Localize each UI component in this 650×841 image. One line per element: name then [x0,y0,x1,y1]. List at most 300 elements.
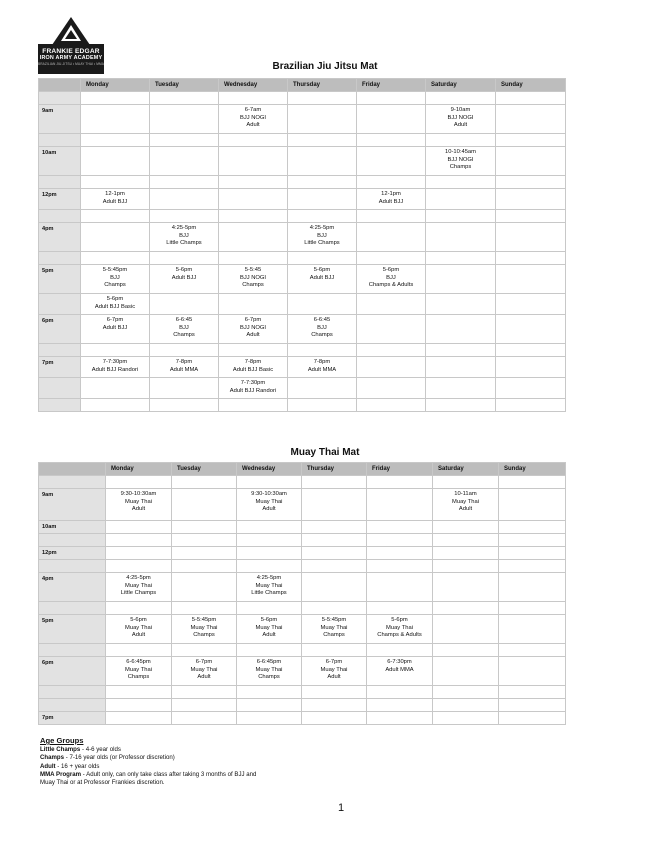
class-line: Adult MMA [307,366,337,373]
empty-slot [496,294,566,315]
class-line: Little Champs [120,590,157,597]
empty-slot [172,686,237,699]
empty-slot [172,699,237,712]
empty-slot [172,547,237,560]
class-line: 6-6:45 [175,317,193,323]
day-header: Monday [81,79,150,92]
empty-slot [288,399,357,412]
empty-slot [496,344,566,357]
empty-slot [302,547,367,560]
empty-slot [357,176,426,189]
class-entry [81,315,150,344]
class-line: Adult [453,122,468,129]
class-line: 7-8pm [175,359,193,365]
empty-slot [426,252,496,265]
empty-slot [426,378,496,399]
class-entry [367,615,433,644]
class-line: 5-5:45 [244,267,262,273]
class-line: 7-7:30pm [240,380,266,386]
time-label: 9am [39,489,106,521]
empty-slot [496,265,566,294]
muay-thai-schedule-table [38,462,566,725]
empty-slot [499,657,566,686]
empty-slot [150,210,219,223]
empty-slot [172,476,237,489]
class-line: BJJ NOGI [239,274,267,281]
empty-slot [150,189,219,210]
empty-slot [288,147,357,176]
class-entry [106,615,172,644]
empty-slot [150,92,219,105]
empty-slot [426,92,496,105]
time-label [39,399,81,412]
empty-slot [150,294,219,315]
day-header: Sunday [499,463,566,476]
empty-slot [150,252,219,265]
empty-slot [357,92,426,105]
class-line: 4:25-5pm [309,225,335,231]
class-line: 6-7pm [106,317,124,323]
empty-slot [172,712,237,725]
empty-slot [357,344,426,357]
class-line: Adult [246,122,260,129]
class-entry [426,147,496,176]
empty-slot [499,560,566,573]
empty-slot [499,521,566,534]
time-label [39,294,81,315]
class-entry [106,489,172,521]
empty-slot [357,252,426,265]
empty-slot [433,560,499,573]
logo-emblem-icon [51,16,91,46]
class-line: Muay Thai [320,666,348,673]
empty-slot [426,399,496,412]
empty-slot [150,105,219,134]
empty-slot [367,573,433,602]
class-line: Adult BJJ Basic [94,303,136,310]
empty-slot [288,344,357,357]
day-header: Saturday [426,79,496,92]
empty-slot [237,644,302,657]
class-line: Muay Thai [190,666,218,673]
class-line: Adult [262,632,276,639]
empty-slot [433,534,499,547]
time-label [39,560,106,573]
empty-slot [367,521,433,534]
time-label [39,344,81,357]
time-label: 12pm [39,547,106,560]
class-line: Muay Thai [320,624,348,631]
class-line: 12-1pm [381,191,401,197]
class-line: 4:25-5pm [256,575,282,581]
class-line: Muay Thai [125,666,152,673]
logo-name: FRANKIE EDGAR [42,48,100,55]
class-line: 5-6pm [130,617,147,623]
class-entry [81,265,150,294]
class-line: Champs & Adults [377,632,422,639]
empty-slot [499,489,566,521]
class-line: 9:30-10:30am [120,491,157,497]
empty-slot [357,223,426,252]
empty-slot [172,644,237,657]
class-entry [106,657,172,686]
empty-slot [499,699,566,712]
empty-slot [357,357,426,378]
page-number: 1 [338,802,345,814]
class-line: 7-8pm [244,359,262,365]
class-entry [219,357,288,378]
empty-slot [367,560,433,573]
class-line: Muay Thai [125,624,152,631]
time-label: 4pm [39,223,81,252]
time-label [39,176,81,189]
empty-slot [302,712,367,725]
time-label: 10am [39,147,81,176]
empty-slot [288,134,357,147]
empty-slot [106,560,172,573]
day-header: Thursday [288,79,357,92]
class-entry [219,315,288,344]
empty-slot [172,560,237,573]
class-line: 6-6:45pm [256,659,282,665]
empty-slot [496,176,566,189]
empty-slot [81,399,150,412]
class-line: Adult [458,506,473,513]
empty-slot [288,176,357,189]
class-line: Adult [131,506,146,513]
header-corner [39,463,106,476]
class-line: Champs [449,164,472,171]
class-entry [172,615,237,644]
empty-slot [219,223,288,252]
class-line: Muay Thai [452,498,479,505]
empty-slot [106,521,172,534]
class-line: Muay Thai [125,582,152,589]
empty-slot [367,602,433,615]
empty-slot [150,147,219,176]
class-line: 4:25-5pm [171,225,197,231]
class-entry [302,657,367,686]
time-label: 10am [39,521,106,534]
empty-slot [302,476,367,489]
empty-slot [357,105,426,134]
class-line: BJJ [317,324,327,331]
class-line: 12-1pm [105,191,125,197]
empty-slot [426,134,496,147]
class-entry [150,265,219,294]
empty-slot [302,573,367,602]
class-line: Muay Thai [255,624,283,631]
empty-slot [172,534,237,547]
class-entry [237,657,302,686]
class-line: BJJ [179,324,189,331]
class-line: 7-7:30pm [102,359,128,365]
time-label [39,252,81,265]
empty-slot [357,134,426,147]
empty-slot [219,134,288,147]
class-line: Champs [193,632,215,639]
empty-slot [81,252,150,265]
empty-slot [433,657,499,686]
class-line: BJJ [317,232,327,239]
time-label: 5pm [39,265,81,294]
empty-slot [288,189,357,210]
class-line: 6-7pm [195,659,213,665]
empty-slot [496,189,566,210]
empty-slot [433,699,499,712]
class-entry [237,615,302,644]
empty-slot [150,378,219,399]
time-label: 9am [39,105,81,134]
empty-slot [106,699,172,712]
empty-slot [302,489,367,521]
class-entry [367,657,433,686]
empty-slot [81,378,150,399]
empty-slot [496,378,566,399]
empty-slot [426,294,496,315]
empty-slot [288,105,357,134]
legend-item: Champs - 7-16 year olds (or Professor discretion) [40,754,175,762]
time-label [39,644,106,657]
class-line: Adult BJJ [309,274,335,281]
class-line: BJJ NOGI [447,156,474,163]
empty-slot [433,686,499,699]
empty-slot [237,521,302,534]
class-entry [237,573,302,602]
empty-slot [496,134,566,147]
empty-slot [367,547,433,560]
class-line: Muay Thai [386,624,413,631]
class-line: 10-11am [454,491,477,497]
class-entry [106,573,172,602]
empty-slot [219,189,288,210]
class-line: Adult BJJ [102,198,128,205]
class-line: 4:25-5pm [126,575,151,581]
empty-slot [81,223,150,252]
empty-slot [237,712,302,725]
class-line: 5-6pm [391,617,408,623]
empty-slot [106,602,172,615]
legend-item: Little Champs - 4-6 year olds [40,746,121,753]
class-line: 5-6pm [106,296,124,302]
time-label [39,378,81,399]
empty-slot [219,176,288,189]
empty-slot [172,602,237,615]
empty-slot [499,644,566,657]
empty-slot [106,476,172,489]
empty-slot [219,294,288,315]
class-line: 6-7pm [325,659,343,665]
class-line: Adult BJJ [171,274,197,281]
day-header: Wednesday [237,463,302,476]
class-entry [288,315,357,344]
empty-slot [302,644,367,657]
class-entry [150,223,219,252]
bjj-schedule-table [38,78,566,412]
day-header: Thursday [302,463,367,476]
class-line: 7-8pm [313,359,331,365]
class-line: Muay Thai [190,624,218,631]
empty-slot [150,344,219,357]
empty-slot [499,712,566,725]
day-header: Friday [367,463,433,476]
day-header: Monday [106,463,172,476]
empty-slot [237,686,302,699]
legend-item: MMA Program - Adult only, can only take class after taking 3 months of BJJ and [40,770,257,778]
class-line: BJJ NOGI [447,114,474,121]
empty-slot [499,573,566,602]
empty-slot [496,147,566,176]
class-line: 5-6pm [175,267,193,273]
day-header: Saturday [433,463,499,476]
empty-slot [433,573,499,602]
class-entry [81,189,150,210]
empty-slot [150,176,219,189]
empty-slot [288,210,357,223]
empty-slot [81,176,150,189]
class-line: Adult MMA [385,666,414,673]
class-line: Muay Thai [255,666,283,673]
class-line: Adult BJJ [102,324,128,331]
empty-slot [288,294,357,315]
class-line: 6-7:30pm [387,659,412,665]
empty-slot [302,602,367,615]
empty-slot [150,134,219,147]
empty-slot [237,699,302,712]
class-line: Adult BJJ Basic [232,366,274,373]
empty-slot [106,712,172,725]
class-line: 5-5:45pm [191,617,217,623]
empty-slot [426,223,496,252]
time-label: 7pm [39,357,81,378]
class-line: BJJ [386,274,396,281]
day-header: Tuesday [150,79,219,92]
class-line: Adult BJJ Randori [229,387,277,394]
empty-slot [499,686,566,699]
class-line: 6-6:45 [313,317,331,323]
class-line: Adult BJJ Randori [91,366,139,373]
empty-slot [81,210,150,223]
empty-slot [367,699,433,712]
empty-slot [288,92,357,105]
empty-slot [357,378,426,399]
empty-slot [150,399,219,412]
time-label: 7pm [39,712,106,725]
empty-slot [288,378,357,399]
empty-slot [106,547,172,560]
class-line: BJJ NOGI [239,114,267,121]
empty-slot [433,712,499,725]
empty-slot [433,644,499,657]
empty-slot [499,615,566,644]
logo-tagline: BRAZILIAN JIU-JITSU • MUAY THAI • MMA [38,62,104,66]
time-label: 6pm [39,657,106,686]
empty-slot [302,521,367,534]
empty-slot [302,560,367,573]
empty-slot [172,573,237,602]
empty-slot [499,476,566,489]
class-line: 9:30-10:30am [251,491,287,497]
empty-slot [426,357,496,378]
time-label [39,92,81,105]
empty-slot [106,644,172,657]
logo-academy: IRON ARMY ACADEMY [39,55,103,61]
age-groups-legend [40,736,256,787]
class-line: 5-5:45pm [102,267,128,273]
empty-slot [367,686,433,699]
class-line: Adult [197,674,211,681]
time-label [39,210,81,223]
time-label [39,699,106,712]
bjj-schedule-title: Brazilian Jiu Jitsu Mat [272,61,378,72]
empty-slot [219,147,288,176]
class-line: 6-7am [244,107,262,113]
time-label: 12pm [39,189,81,210]
class-line: Champs [311,332,333,339]
empty-slot [172,489,237,521]
empty-slot [237,534,302,547]
class-line: Little Champs [166,240,202,247]
legend-item: Adult - 16 + year olds [40,762,100,770]
class-entry [219,265,288,294]
empty-slot [106,534,172,547]
class-line: Adult [262,506,276,513]
class-line: Adult BJJ [378,198,404,205]
class-entry [302,615,367,644]
empty-slot [426,265,496,294]
empty-slot [496,357,566,378]
empty-slot [302,534,367,547]
empty-slot [499,547,566,560]
time-label: 4pm [39,573,106,602]
empty-slot [237,547,302,560]
time-label: 6pm [39,315,81,344]
empty-slot [237,602,302,615]
class-entry [172,657,237,686]
empty-slot [496,223,566,252]
empty-slot [433,615,499,644]
class-line: Adult [131,632,146,639]
class-line: Champs [127,674,150,681]
time-label [39,476,106,489]
class-line: 6-6:45pm [126,659,151,665]
class-entry [433,489,499,521]
class-entry [219,105,288,134]
class-entry [150,357,219,378]
class-line: 5-6pm [313,267,331,273]
class-line: Little Champs [251,590,287,597]
empty-slot [219,92,288,105]
empty-slot [367,476,433,489]
class-entry [81,357,150,378]
day-header: Sunday [496,79,566,92]
class-line: 9-10am [450,107,471,113]
class-line: Little Champs [304,240,340,247]
empty-slot [237,560,302,573]
class-line: Champs [242,282,264,289]
empty-slot [219,399,288,412]
empty-slot [357,210,426,223]
time-label [39,686,106,699]
empty-slot [499,602,566,615]
day-header: Wednesday [219,79,288,92]
class-entry [81,294,150,315]
empty-slot [357,399,426,412]
class-line: Adult [246,332,260,339]
day-header: Friday [357,79,426,92]
empty-slot [426,176,496,189]
empty-slot [426,210,496,223]
